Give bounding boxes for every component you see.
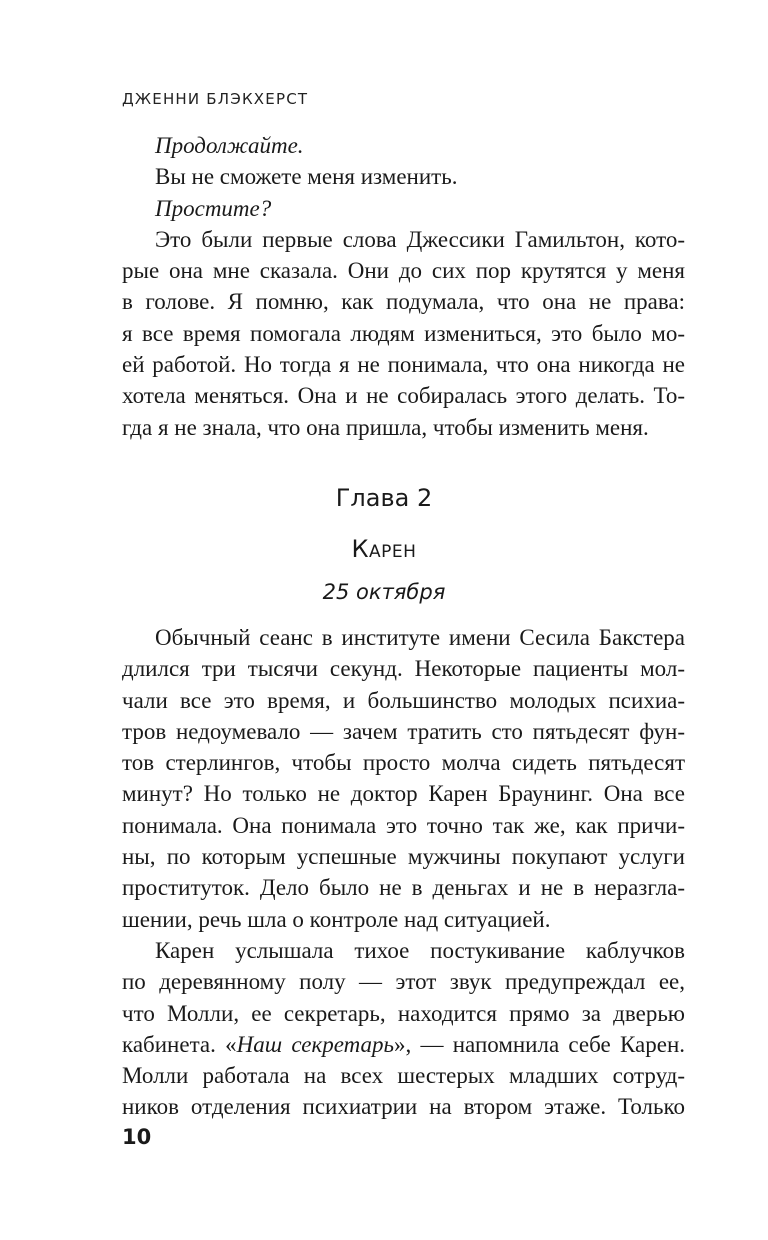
text-line: Обычный сеанс в институте имени Сесила Бакстера — [155, 625, 685, 650]
text-fragment: », — напомнила себе Карен. — [393, 1031, 686, 1057]
body-paragraph-2 — [122, 935, 685, 1123]
text-line: по деревянному полу — этот звук предупреждал ее, — [122, 969, 685, 995]
body-paragraph-1 — [122, 622, 685, 935]
intro-paragraph — [122, 224, 685, 443]
dialogue-line: Простите? — [155, 195, 272, 221]
dialogue-line: Вы не сможете меня изменить. — [155, 164, 458, 190]
body-text — [122, 622, 685, 1123]
text-line: в голове. Я помню, как подумала, что она не права: — [122, 289, 685, 315]
chapter-date: 25 октября — [322, 580, 446, 604]
text-line: проституток. Дело было не в деньгах и не в неразгла- — [122, 875, 685, 901]
chapter-title: Карен — [351, 535, 417, 563]
text-line: ны, по которым успешные мужчины покупают услуги — [122, 844, 685, 870]
text-line: понимала. Она понимала это точно так же, как причи- — [122, 812, 685, 838]
running-head-author: ДЖЕННИ БЛЭКХЕРСТ — [122, 90, 309, 108]
page-number: 10 — [122, 1125, 152, 1149]
text-fragment: кабинета. « — [122, 1031, 237, 1057]
text-line: хотела меняться. Она и не собиралась этого делать. То- — [122, 383, 685, 409]
text-line: рые она мне сказала. Они до сих пор крутятся у меня — [122, 258, 685, 284]
text-line: ников отделения психиатрии на втором этаже. Только — [122, 1094, 685, 1120]
text-line: ей работой. Но тогда я не понимала, что она никогда не — [122, 352, 685, 378]
text-line: я все время помогала людям измениться, это было мо- — [122, 320, 685, 346]
text-line: Молли работала на всех шестерых младших сотруд- — [122, 1063, 685, 1089]
text-line: Карен услышала тихое постукивание каблучков — [155, 937, 685, 963]
text-line-with-emphasis — [122, 1029, 685, 1060]
text-line: тов стерлингов, чтобы просто молча сидеть пятьдесят — [122, 750, 685, 776]
text-line: минут? Но только не доктор Карен Браунинг. Она все — [122, 781, 685, 807]
chapter-number: Глава 2 — [335, 484, 433, 512]
text-line: шении, речь шла о контроле над ситуацией. — [122, 906, 551, 932]
intro-text — [122, 130, 685, 443]
text-line: длился три тысячи секунд. Некоторые пациенты мол- — [122, 656, 685, 682]
text-line: гда я не знала, что она пришла, чтобы изменить меня. — [122, 414, 649, 440]
text-line: Это были первые слова Джессики Гамильтон, кото- — [155, 226, 685, 252]
text-line: тров недоумевало — зачем тратить сто пятьдесят фун- — [122, 718, 685, 744]
text-line: что Молли, ее секретарь, находится прямо за дверью — [122, 1000, 685, 1026]
dialogue-line: Продолжайте. — [155, 133, 304, 158]
text-line: чали все это время, и большинство молодых психиа- — [122, 687, 685, 713]
emphasis-text: Наш секретарь — [236, 1031, 394, 1057]
